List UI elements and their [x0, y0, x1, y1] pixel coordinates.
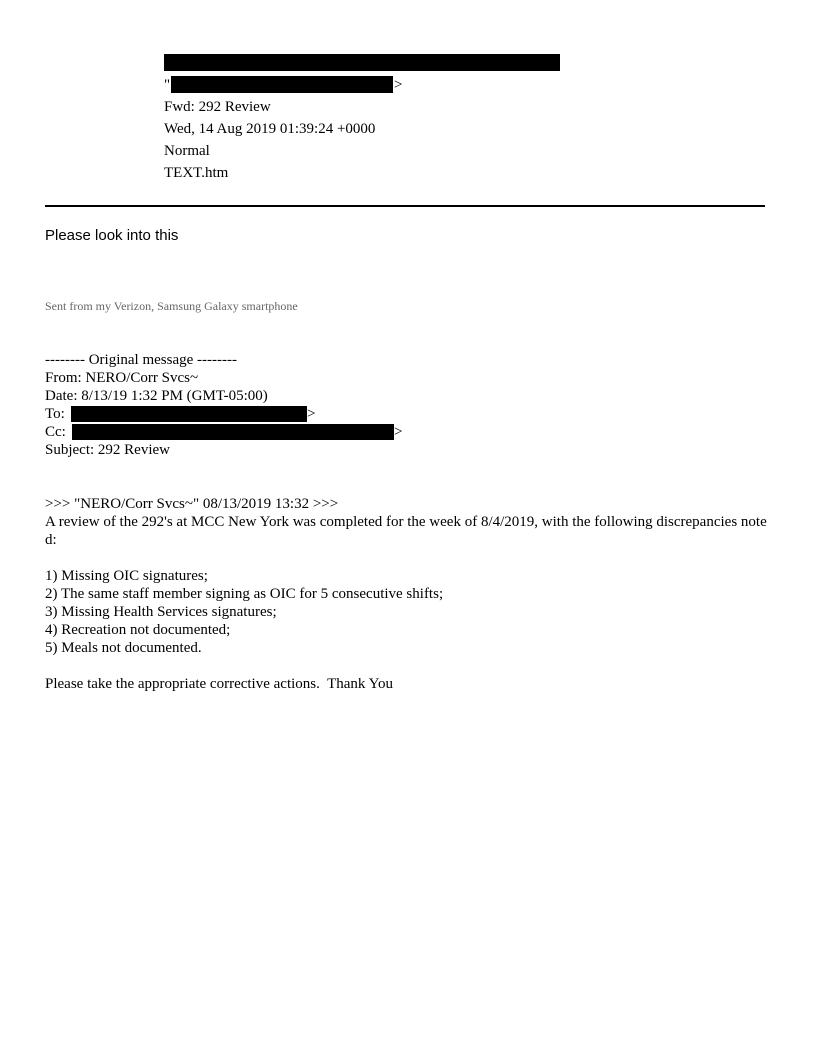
original-subject: Subject: 292 Review	[45, 442, 170, 458]
original-cc-suffix: >	[394, 424, 403, 440]
list-item: 5) Meals not documented.	[45, 640, 202, 656]
original-from: From: NERO/Corr Svcs~	[45, 370, 199, 386]
original-to-suffix: >	[307, 406, 316, 422]
signature-text: Sent from my Verizon, Samsung Galaxy smartphone	[45, 299, 298, 313]
to-prefix: "	[164, 77, 171, 93]
subject-value: Fwd: 292 Review	[164, 99, 271, 115]
original-to-redaction	[71, 406, 307, 422]
list-item: 1) Missing OIC signatures;	[45, 568, 208, 584]
original-separator: -------- Original message --------	[45, 352, 237, 368]
intro-text: Please look into this	[45, 227, 179, 244]
list-item: 2) The same staff member signing as OIC for 5 consecutive shifts;	[45, 586, 444, 602]
original-to-prefix: To:	[45, 406, 65, 422]
original-cc-prefix: Cc:	[45, 424, 66, 440]
review-text: A review of the 292's at MCC New York was completed for the week of 8/4/2019, with the following discrepancies noted:	[45, 514, 767, 548]
from-redaction	[164, 54, 560, 71]
original-date: Date: 8/13/19 1:32 PM (GMT-05:00)	[45, 388, 268, 404]
list-item: 4) Recreation not documented;	[45, 622, 231, 638]
date-value: Wed, 14 Aug 2019 01:39:24 +0000	[164, 121, 376, 137]
quote-header: >>> "NERO/Corr Svcs~" 08/13/2019 13:32 >>>	[45, 496, 339, 512]
attachments-value[interactable]: TEXT.htm	[164, 165, 229, 181]
list-item: 3) Missing Health Services signatures;	[45, 604, 277, 620]
original-cc-redaction	[72, 424, 394, 440]
to-suffix: >	[394, 77, 403, 93]
importance-value: Normal	[164, 143, 210, 159]
closing-text: Please take the appropriate corrective actions. Thank You	[45, 676, 393, 692]
to-redaction	[171, 76, 393, 93]
header-divider	[45, 205, 765, 207]
